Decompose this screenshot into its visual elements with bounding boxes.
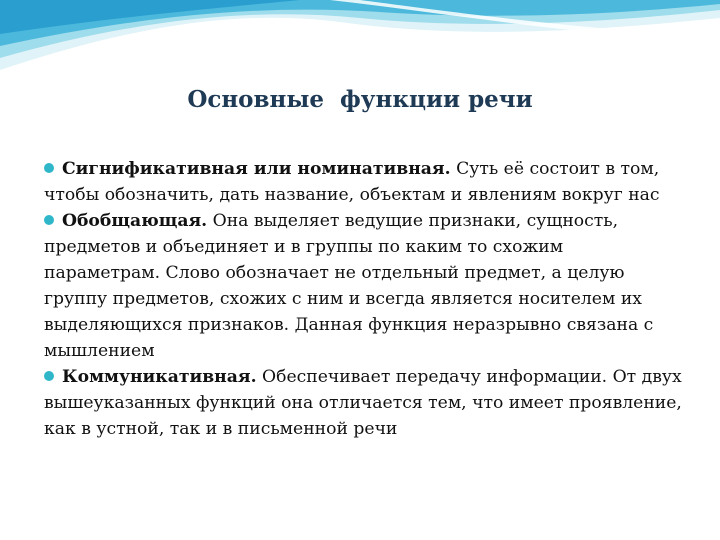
bullet-list: [44, 156, 684, 442]
item-text: Суть её состоит в том, чтобы обозначить, дать название, объектам и явлениям вокруг нас: [44, 159, 660, 205]
bullet-icon: [44, 371, 54, 381]
item-term: Сигнификативная или номинативная.: [62, 159, 451, 179]
list-item: [44, 364, 684, 442]
item-text: Обеспечивает передачу информации. От двух вышеуказанных функций она отличается тем, что имеет проявление, как в устной, так и в письменной речи: [44, 367, 682, 439]
item-text: Она выделяет ведущие признаки, сущность, предметов и объединяет и в группы по каким то схожим параметрам. Слово обозначает не отдельный предмет, а целую группу предметов, схожих с ним и всегда является носителем их выделяющихся признаков. Данная функция неразрывно связана с мышлением: [44, 211, 654, 361]
decorative-wave-header: [0, 0, 720, 80]
list-item: [44, 208, 684, 364]
bullet-icon: [44, 163, 54, 173]
list-item: [44, 156, 684, 208]
item-term: Коммуникативная.: [62, 367, 257, 387]
page-title: Основные функции речи: [187, 86, 533, 113]
item-term: Обобщающая.: [62, 211, 208, 231]
bullet-icon: [44, 215, 54, 225]
